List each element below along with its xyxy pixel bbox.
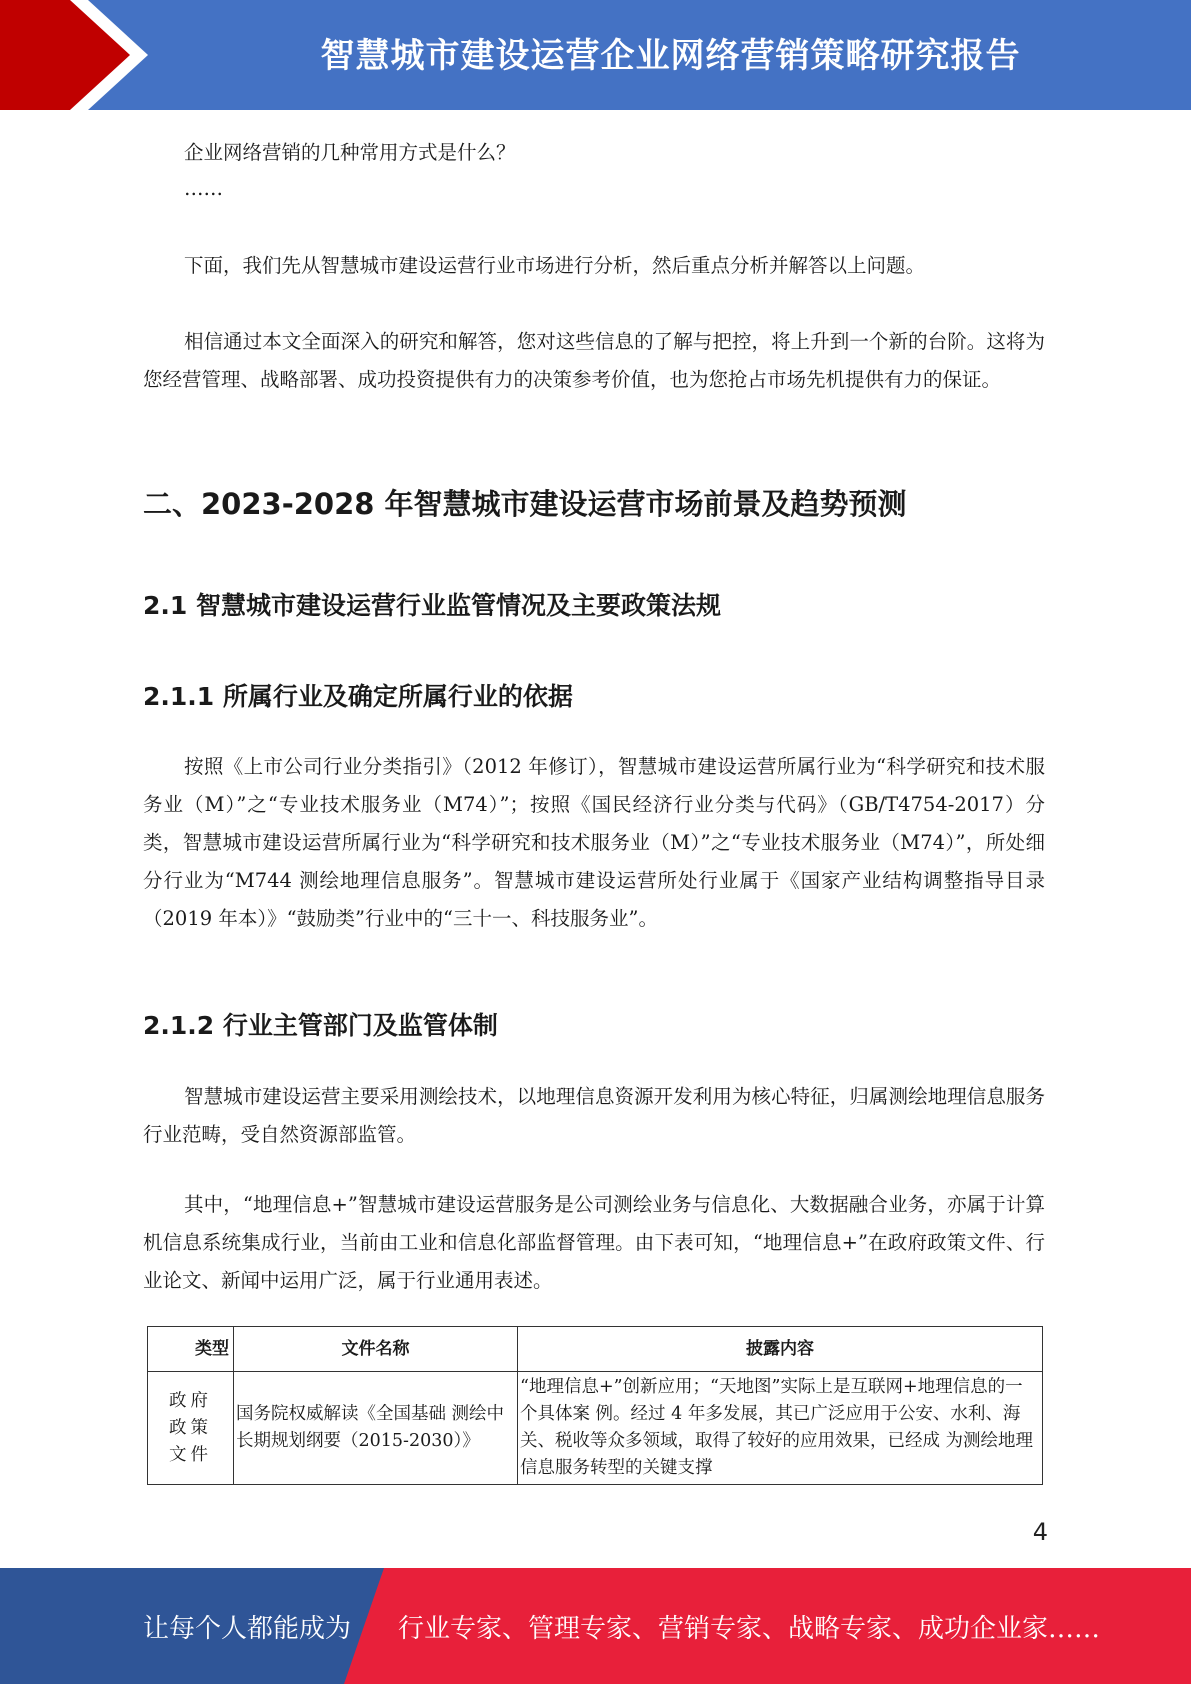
question-line: 企业网络营销的几种常用方式是什么？ [184,141,516,164]
ellipsis-line: …… [184,177,223,200]
table-cell-type: 政府 政策 文件 [148,1372,234,1485]
page-number: 4 [1032,1518,1048,1546]
table-header-row [148,1327,1043,1372]
table-cell-name: 国务院权威解读《全国基础 测绘中长期规划纲要（2015-2030）》 [234,1372,518,1485]
footer-slogan-right: 行业专家、管理专家、营销专家、战略专家、成功企业家…… [398,1613,1101,1644]
sub-subsection-heading-regulator: 2.1.2 行业主管部门及监管体制 [143,1011,498,1040]
paragraph-geo-info: 其中，“地理信息+”智慧城市建设运营服务是公司测绘业务与信息化、大数据融合业务，亦属于计算机信息系统集成行业，当前由工业和信息化部监督管理。由下表可知，“地理信息+”在政府政策文件、行业论文、新闻中运用广泛，属于行业通用表述。 [143,1193,1045,1292]
table-cell-content: “地理信息+”创新应用；“天地图”实际上是互联网+地理信息的一个具体案 例。经过 4 年多发展，其已广泛应用于公安、水利、海 关、税收等众多领域，取得了较好的应用效果，已经成 为测绘地理信息服务转型的关键支撑 [518,1372,1043,1485]
paragraph-value: 相信通过本文全面深入的研究和解答，您对这些信息的了解与把控，将上升到一个新的台阶。这将为您经营管理、战略部署、成功投资提供有力的决策参考价值，也为您抢占市场先机提供有力的保证。 [143,330,1045,391]
table-header-type: 类型 [148,1327,234,1372]
table-row [148,1372,1043,1485]
page-header [0,0,1191,110]
page-footer [0,1568,1191,1684]
report-title: 智慧城市建设运营企业网络营销策略研究报告 [320,35,1021,76]
paragraph-intro: 下面，我们先从智慧城市建设运营行业市场进行分析，然后重点分析并解答以上问题。 [184,254,926,277]
section-heading: 二、2023-2028 年智慧城市建设运营市场前景及趋势预测 [143,487,907,521]
subsection-heading: 2.1 智慧城市建设运营行业监管情况及主要政策法规 [143,591,721,620]
paragraph-regulation: 智慧城市建设运营主要采用测绘技术，以地理信息资源开发利用为核心特征，归属测绘地理信息服务行业范畴，受自然资源部监管。 [143,1085,1045,1146]
table-header-name: 文件名称 [234,1327,518,1372]
footer-slogan-left: 让每个人都能成为 [143,1613,352,1644]
disclosure-table [147,1326,1043,1485]
paragraph-industry-basis: 按照《上市公司行业分类指引》（2012 年修订），智慧城市建设运营所属行业为“科学研究和技术服务业（M）”之“专业技术服务业（M74）”；按照《国民经济行业分类与代码》（GB/T4754-2017）分类，智慧城市建设运营所属行业为“科学研究和技术服务业（M）”之“专业技术服务业（M74）”，所处细分行业为“M744 测绘地理信息服务”。智慧城市建设运营所处行业属于《国家产业结构调整指导目录（2019 年本）》“鼓励类”行业中的“三十一、科技服务业”。 [143,755,1045,930]
sub-subsection-heading-industry: 2.1.1 所属行业及确定所属行业的依据 [143,682,573,711]
table-header-content: 披露内容 [518,1327,1043,1372]
table-page-cut [140,1506,1050,1526]
